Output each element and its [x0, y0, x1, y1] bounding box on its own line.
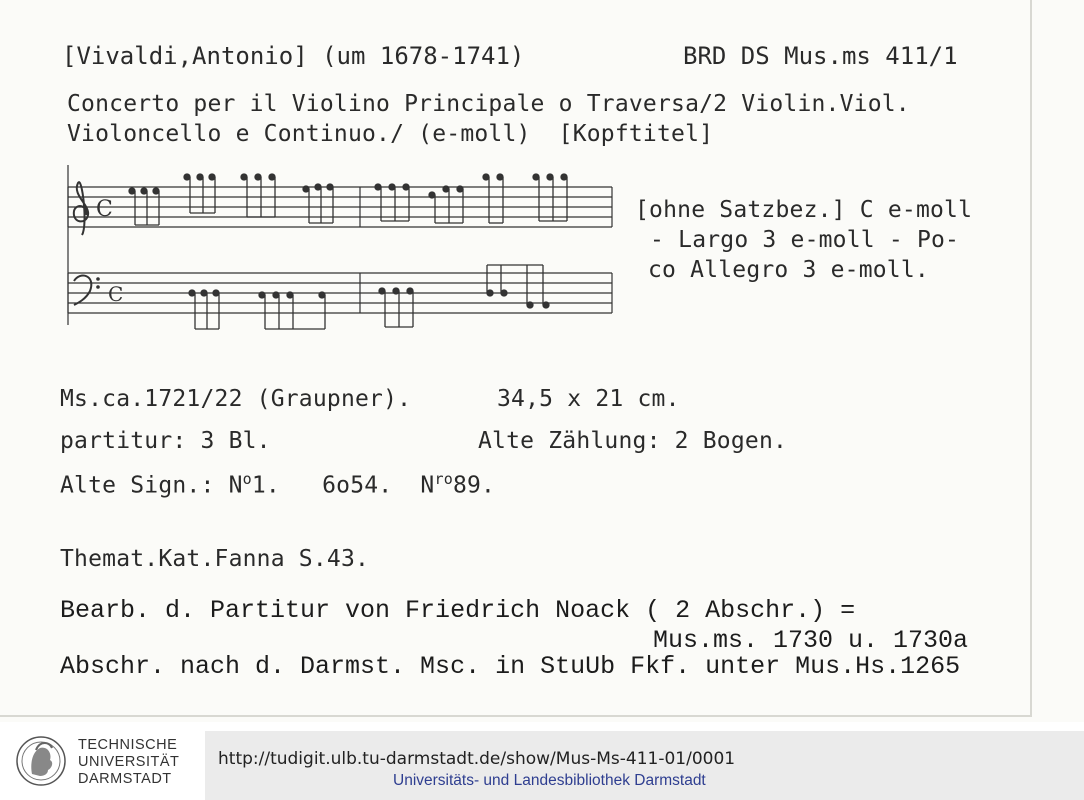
movement-line-3: co Allegro 3 e-moll.: [648, 257, 929, 283]
composer-line: [Vivaldi,Antonio] (um 1678-1741): [62, 42, 525, 70]
title-line-1: Concerto per il Violino Principale o Traversa/2 Violin.Viol.: [67, 91, 910, 117]
bearbeitung-line-2: Mus.ms. 1730 u. 1730a: [653, 626, 969, 655]
university-name-line-1: TECHNISCHE: [78, 737, 178, 753]
university-name-line-2: UNIVERSITÄT: [78, 754, 180, 770]
movement-line-2: - Largo 3 e-moll - Po-: [636, 227, 960, 253]
alte-sign-prefix: Alte Sign.: N: [60, 472, 243, 499]
alte-signatur: [60, 470, 495, 499]
abschrift-note: Abschr. nach d. Darmst. Msc. in StuUb Fkf. unter Mus.Hs.1265: [60, 652, 961, 681]
permalink[interactable]: http://tudigit.ulb.tu-darmstadt.de/show/Mus-Ms-411-01/0001: [218, 749, 736, 769]
university-name: [78, 737, 198, 788]
title-line-2: Violoncello e Continuo./ (e-moll) [Kopftitel]: [67, 121, 714, 147]
athena-seal-icon: [14, 730, 68, 792]
music-incipit: [60, 165, 620, 330]
movement-line-1: [ohne Satzbez.] C e-moll: [635, 197, 973, 223]
bearbeitung-line-1: Bearb. d. Partitur von Friedrich Noack ( 2 Abschr.) =: [60, 596, 856, 625]
shelfmark: BRD DS Mus.ms 411/1: [683, 42, 958, 70]
alte-sign-sup1: o: [242, 470, 252, 488]
bass-clef-icon: [74, 276, 91, 305]
svg-text:C: C: [108, 282, 124, 306]
lower-notes: [189, 265, 549, 329]
dimensions: 34,5 x 21 cm.: [497, 386, 680, 412]
alte-sign-sup2: ro: [434, 470, 453, 488]
alte-sign-end: 89.: [452, 472, 496, 499]
manuscript-date: Ms.ca.1721/22 (Graupner).: [60, 386, 412, 412]
time-signature: C: [96, 197, 113, 222]
thematic-catalog: Themat.Kat.Fanna S.43.: [60, 546, 370, 572]
university-name-line-3: DARMSTADT: [78, 771, 172, 787]
library-name[interactable]: Universitäts- und Landesbibliothek Darmstadt: [393, 772, 706, 789]
alte-sign-mid: 1. 6o54. N: [251, 472, 435, 499]
alte-zaehlung: Alte Zählung: 2 Bogen.: [478, 428, 788, 454]
partitur-info: partitur: 3 Bl.: [60, 428, 271, 454]
